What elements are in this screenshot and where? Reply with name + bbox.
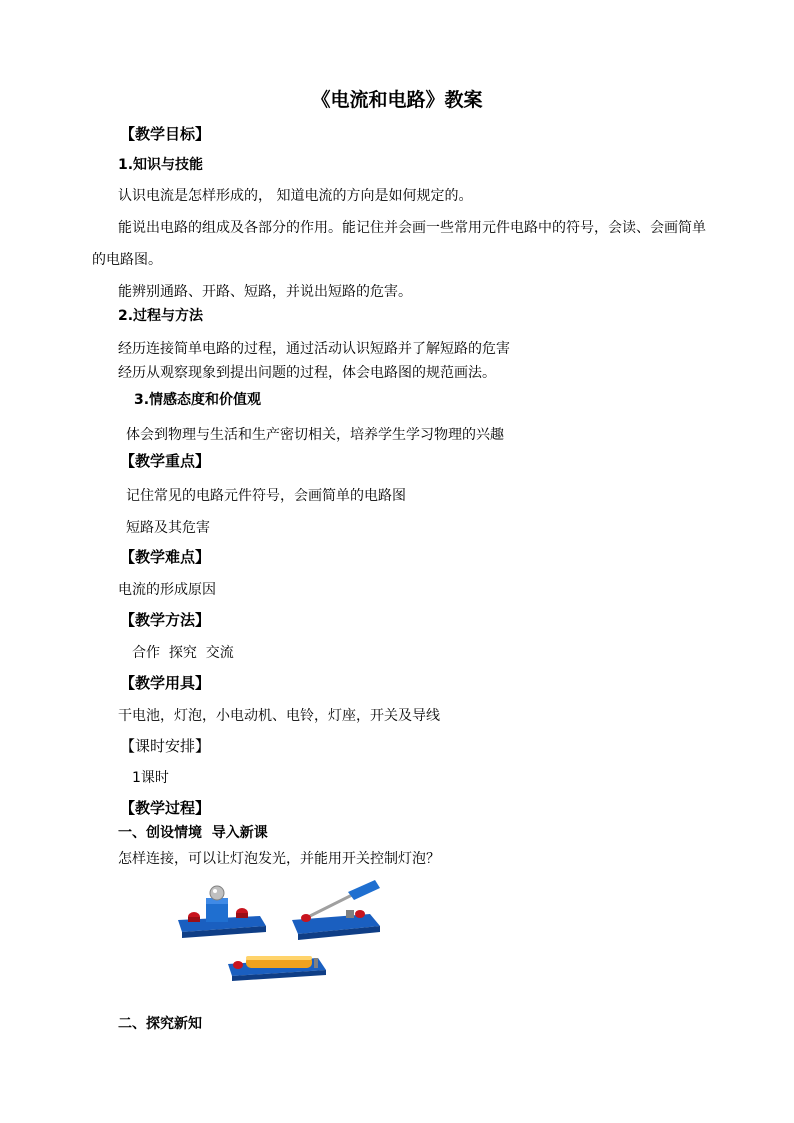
goal2-line2: 经历从观察现象到提出问题的过程，体会电路图的规范画法。 [118, 365, 496, 381]
document-title: 《电流和电路》教案 [311, 89, 483, 111]
goal1-line3: 能辨别通路、开路、短路，并说出短路的危害。 [118, 284, 412, 300]
tools-line1: 干电池，灯泡，小电动机、电铃，灯座，开关及导线 [118, 708, 440, 724]
focus-line2: 短路及其危害 [126, 520, 210, 536]
schedule-line1: 1课时 [132, 770, 169, 786]
step1-line1: 怎样连接，可以让灯泡发光，并能用开关控制灯泡？ [118, 851, 440, 867]
process-heading: 【教学过程】 [120, 799, 211, 817]
lamp-holder-image [178, 886, 266, 938]
knife-switch-image [292, 880, 380, 940]
method-line1: 合作 探究 交流 [132, 645, 234, 661]
focus-heading: 【教学重点】 [120, 452, 211, 470]
battery-image [228, 956, 326, 981]
schedule-heading: 【课时安排】 [120, 737, 211, 755]
goal3-heading: 3.情感态度和价值观 [134, 392, 262, 408]
step1-heading: 一、创设情境 导入新课 [118, 825, 268, 841]
method-heading: 【教学方法】 [120, 611, 211, 629]
goal1-line2b: 的电路图。 [92, 252, 162, 268]
goals-heading: 【教学目标】 [120, 125, 211, 143]
goal3-line1: 体会到物理与生活和生产密切相关，培养学生学习物理的兴趣 [126, 427, 504, 443]
focus-line1: 记住常见的电路元件符号，会画简单的电路图 [126, 488, 406, 504]
difficulty-heading: 【教学难点】 [120, 548, 211, 566]
tools-heading: 【教学用具】 [120, 674, 211, 692]
circuit-components-illustration [170, 880, 400, 985]
step2-heading: 二、探究新知 [118, 1016, 202, 1032]
goal2-line1: 经历连接简单电路的过程，通过活动认识短路并了解短路的危害 [118, 341, 510, 357]
goal2-heading: 2.过程与方法 [118, 308, 204, 324]
difficulty-line1: 电流的形成原因 [118, 582, 216, 598]
goal1-line1: 认识电流是怎样形成的， 知道电流的方向是如何规定的。 [118, 188, 473, 204]
goal1-heading: 1.知识与技能 [118, 157, 204, 173]
goal1-line2a: 能说出电路的组成及各部分的作用。能记住并会画一些常用元件电路中的符号，会读、会画简单 [118, 220, 706, 236]
